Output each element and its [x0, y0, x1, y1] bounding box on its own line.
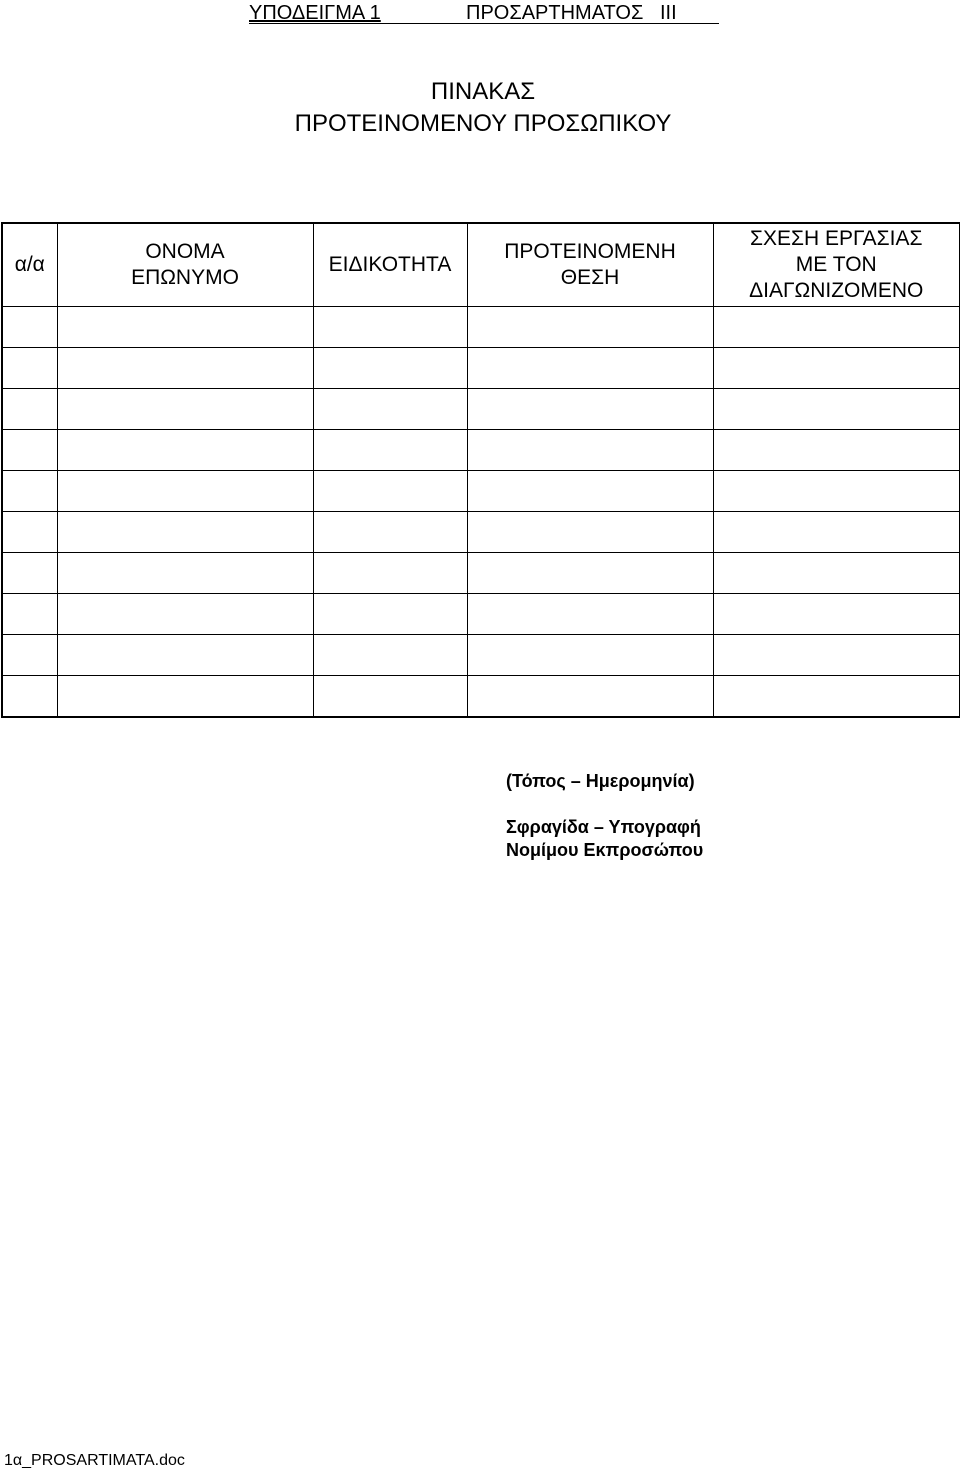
table-cell[interactable] — [2, 471, 57, 512]
table-cell[interactable] — [467, 471, 713, 512]
sample-label: ΥΠΟΔΕΙΓΜΑ 1 — [249, 2, 381, 24]
table-cell[interactable] — [313, 389, 467, 430]
footer-filename: 1α_PROSARTIMATA.doc — [4, 1452, 185, 1469]
table-cell[interactable] — [313, 430, 467, 471]
table-cell[interactable] — [57, 307, 313, 348]
table-cell[interactable] — [2, 512, 57, 553]
table-cell[interactable] — [2, 389, 57, 430]
table-cell[interactable] — [2, 430, 57, 471]
table-cell[interactable] — [2, 553, 57, 594]
table-cell[interactable] — [713, 348, 960, 389]
place-date-label: (Τόπος – Ημερομηνία) — [506, 771, 695, 791]
table-cell[interactable] — [313, 307, 467, 348]
title-line-1: ΠΙΝΑΚΑΣ — [430, 78, 536, 105]
table-cell[interactable] — [57, 389, 313, 430]
table-row — [2, 389, 960, 430]
table-cell[interactable] — [2, 676, 57, 718]
column-header-aa: α/α — [2, 223, 57, 307]
table-cell[interactable] — [313, 676, 467, 718]
table-row — [2, 553, 960, 594]
title-line-2: ΠΡΟΤΕΙΝΟΜΕΝΟΥ ΠΡΟΣΩΠΙΚΟΥ — [294, 110, 672, 137]
table-cell[interactable] — [467, 348, 713, 389]
table-row — [2, 594, 960, 635]
table-cell[interactable] — [713, 594, 960, 635]
stamp-signature-label: Σφραγίδα – Υπογραφή — [506, 817, 701, 837]
appendix-label: ΠΡΟΣΑΡΤΗΜΑΤΟΣ III — [466, 2, 677, 24]
table-cell[interactable] — [713, 389, 960, 430]
table-cell[interactable] — [57, 471, 313, 512]
table-row — [2, 635, 960, 676]
table-cell[interactable] — [467, 676, 713, 718]
table-cell[interactable] — [713, 471, 960, 512]
table-cell[interactable] — [2, 635, 57, 676]
table-cell[interactable] — [57, 676, 313, 718]
table-cell[interactable] — [57, 553, 313, 594]
table-cell[interactable] — [57, 430, 313, 471]
table-row — [2, 471, 960, 512]
legal-representative-label: Νομίμου Εκπροσώπου — [506, 840, 704, 860]
table-cell[interactable] — [713, 635, 960, 676]
table-cell[interactable] — [713, 307, 960, 348]
table-cell[interactable] — [713, 553, 960, 594]
document-title — [0, 76, 960, 140]
table-row — [2, 348, 960, 389]
table-cell[interactable] — [57, 594, 313, 635]
column-header-specialty: ΕΙΔΙΚΟΤΗΤΑ — [313, 223, 467, 307]
proposed-staff-table — [1, 222, 960, 718]
table-row — [2, 430, 960, 471]
table-cell[interactable] — [2, 348, 57, 389]
table-cell[interactable] — [467, 512, 713, 553]
table-cell[interactable] — [713, 512, 960, 553]
table-cell[interactable] — [467, 635, 713, 676]
signature-block — [506, 770, 703, 862]
table-cell[interactable] — [2, 307, 57, 348]
table-cell[interactable] — [313, 471, 467, 512]
table-cell[interactable] — [713, 676, 960, 718]
table-cell[interactable] — [713, 430, 960, 471]
table-cell[interactable] — [467, 553, 713, 594]
table-row — [2, 512, 960, 553]
column-header-proposed-position: ΠΡΟΤΕΙΝΟΜΕΝΗ ΘΕΣΗ — [467, 223, 713, 307]
table-header-row — [2, 223, 960, 307]
column-header-name: ΟΝΟΜΑ ΕΠΩΝΥΜΟ — [57, 223, 313, 307]
table-row — [2, 676, 960, 718]
table-cell[interactable] — [467, 307, 713, 348]
table-cell[interactable] — [467, 430, 713, 471]
table-cell[interactable] — [313, 553, 467, 594]
table-cell[interactable] — [313, 635, 467, 676]
column-header-employment-relation: ΣΧΕΣΗ ΕΡΓΑΣΙΑΣ ΜΕ ΤΟΝ ΔΙΑΓΩΝΙΖΟΜΕΝΟ — [713, 223, 960, 307]
table-cell[interactable] — [313, 512, 467, 553]
table-cell[interactable] — [467, 389, 713, 430]
table-cell[interactable] — [57, 348, 313, 389]
table-cell[interactable] — [313, 594, 467, 635]
table-cell[interactable] — [2, 594, 57, 635]
table-cell[interactable] — [57, 635, 313, 676]
table-body — [2, 307, 960, 718]
table-cell[interactable] — [313, 348, 467, 389]
table-cell[interactable] — [57, 512, 313, 553]
table-cell[interactable] — [467, 594, 713, 635]
table-row — [2, 307, 960, 348]
header-underline — [249, 23, 719, 24]
